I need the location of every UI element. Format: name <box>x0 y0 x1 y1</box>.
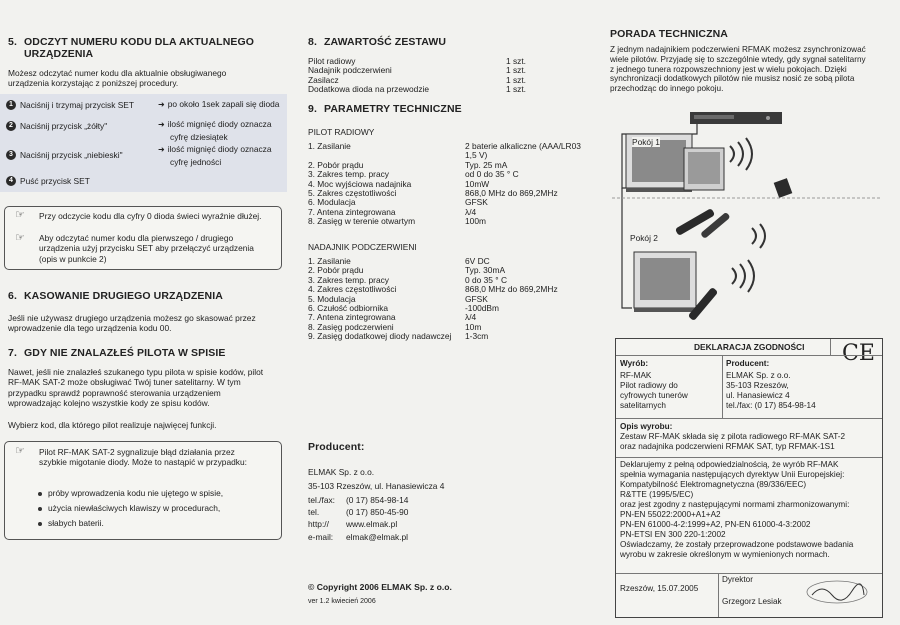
step-result-line: cyfrę jedności <box>170 157 222 167</box>
spec-key: 4. Moc wyjściowa nadajnika <box>308 178 412 189</box>
declaration-line: PN-EN 61000-4-2:1999+A2, PN-EN 61000-4-3:2002 <box>620 520 811 529</box>
declaration-line: Kompatybilność Elektromagnetyczna (89/336/EEC) <box>620 480 807 489</box>
section-9-title: PARAMETRY TECHNICZNE <box>324 103 462 115</box>
spec-value: 1,5 V) <box>465 150 488 161</box>
section-5-title-line2: URZĄDZENIA <box>24 48 94 60</box>
step-number-badge: 3 <box>6 150 16 160</box>
spec-value: 0 do 35 ° C <box>465 274 507 285</box>
section-7-heading <box>8 347 225 359</box>
spec-value: 10mW <box>465 178 490 189</box>
spec-key: 5. Zakres częstotliwości <box>308 188 397 199</box>
tip-line: z jednego tunera rozpowszechniony jest w wielu pokojach. Dzięki <box>610 64 847 74</box>
section-5-title-line1: ODCZYT NUMERU KODU DLA AKTUALNEGO <box>24 36 255 48</box>
place-date: Rzeszów, 15.07.2005 <box>620 584 699 593</box>
bullet-dot-icon <box>38 522 42 526</box>
note-box-code <box>4 206 282 270</box>
kit-item-name: Zasilacz <box>308 74 339 85</box>
manufacturer-line: tel./fax: (0 17) 854-98-14 <box>726 401 816 410</box>
step-number-badge: 2 <box>6 121 16 131</box>
kit-item-name: Dodatkowa dioda na przewodzie <box>308 84 430 95</box>
copyright: © Copyright 2006 ELMAK Sp. z o.o. <box>308 582 452 592</box>
text-line: RF-MAK SAT-2 może obsługiwać Twój tuner satelitarny. W tym <box>8 377 241 388</box>
section-9-number: 9. <box>308 103 317 115</box>
product-line: satelitarnych <box>620 401 666 410</box>
spec-value: 868,0 MHz do 869,2MHz <box>465 284 558 295</box>
manufacturer-label: Producent: <box>726 359 770 368</box>
step-2-result <box>158 118 288 143</box>
bullet-item <box>38 518 104 528</box>
spec-value: 6V DC <box>465 256 490 266</box>
kit-contents-table <box>308 57 526 95</box>
spec-value: Typ. 30mA <box>465 265 506 276</box>
section-5-intro <box>8 68 226 89</box>
tip-line: przechodząc do innego pokoju. <box>610 84 724 94</box>
declaration-line: R&TTE (1995/5/EC) <box>620 490 694 499</box>
section-6-text <box>8 313 256 334</box>
tip-text <box>610 45 898 94</box>
text-line: wprowadzenie dla tego urządzenia kodu 00. <box>8 323 172 334</box>
declaration-title: DEKLARACJA ZGODNOŚCI <box>694 342 805 352</box>
spec-key: 9. Zasięg dodatkowej diody nadawczej <box>308 331 452 342</box>
spec-value: od 0 do 35 ° C <box>465 169 519 180</box>
step-result-line: cyfrę dziesiątek <box>170 132 228 142</box>
pointing-hand-icon: ☞ <box>15 445 25 457</box>
producer-address: 35-103 Rzeszów, ul. Hanasiewicza 4 <box>308 481 445 491</box>
website-link[interactable]: www.elmak.pl <box>346 519 398 530</box>
email-link[interactable]: elmak@elmak.pl <box>346 531 409 542</box>
bullet-text: próby wprowadzenia kodu nie ujętego w spisie, <box>48 488 224 498</box>
declaration-divider <box>616 457 882 458</box>
pilot-specs-header: PILOT RADIOWY <box>308 127 375 137</box>
kit-item-name: Nadajnik podczerwieni <box>308 65 392 76</box>
spec-value: 1-3cm <box>465 331 489 342</box>
step-text: Naciśnij i trzymaj przycisk SET <box>20 99 135 110</box>
contact-key: e-mail: <box>308 531 334 542</box>
spec-value: λ/4 <box>465 206 477 217</box>
pointing-hand-icon: ☞ <box>15 232 25 244</box>
intro-line: urządzenia korzystając z poniższej procedury. <box>8 78 179 89</box>
section-5-heading <box>8 36 254 60</box>
tv-small-icon <box>684 148 724 190</box>
text-line: Jeśli nie używasz drugiego urządzenia możesz go skasować przez <box>8 313 256 323</box>
text-line: Nawet, jeśli nie znalazłeś szukanego typu pilota w spisie kodów, pilot <box>8 367 264 377</box>
step-2 <box>6 120 107 131</box>
text-line: wprowadzając kolejno wszystkie kody ze spisu kodów. <box>8 398 210 409</box>
kit-row <box>308 85 526 94</box>
spec-key: 1. Zasilanie <box>308 256 351 266</box>
spec-key: 1. Zasilanie <box>308 141 351 151</box>
step-result-line: ilość mignięć diody oznacza <box>167 119 272 129</box>
step-3 <box>6 149 123 160</box>
manufacturer-line: ul. Hanasiewicz 4 <box>726 391 790 400</box>
text-line: przypadku sprawdź poprawność sterowania urządzeniem <box>8 387 221 398</box>
tv-room-2-icon <box>634 252 696 312</box>
step-text: Naciśnij przycisk „żółty" <box>20 120 108 131</box>
spec-value: 868,0 MHz do 869,2MHz <box>465 188 558 199</box>
spec-key: 5. Modulacja <box>308 293 356 304</box>
declaration-line: wyrobu w zakresie określonym w wymienionych normach. <box>620 550 830 559</box>
spec-key: 2. Pobór prądu <box>308 159 364 170</box>
product-line: Pilot radiowy do <box>620 381 678 390</box>
section-7-choose-code: Wybierz kod, dla którego pilot realizuje najwięcej funkcji. <box>8 420 217 430</box>
step-1 <box>6 99 134 110</box>
note-zero-digit: Przy odczycie kodu dla cyfry 0 dioda świeci wyraźnie dłużej. <box>39 211 262 221</box>
note-line: Aby odczytać numer kodu dla pierwszego / drugiego <box>39 233 234 243</box>
note-error-text <box>39 447 247 468</box>
tip-line: wiele pilotów. Przyjadę się to szczególnie wtedy, gdy sygnał satelitarny <box>610 54 866 64</box>
section-6-title: KASOWANIE DRUGIEGO URZĄDZENIA <box>24 290 223 302</box>
bullet-item <box>38 488 223 498</box>
producer-heading: Producent: <box>308 441 365 453</box>
spec-key: 2. Pobór prądu <box>308 265 364 276</box>
manufacturer-line: ELMAK Sp. z o.o. <box>726 371 791 380</box>
director-label: Dyrektor <box>722 575 753 584</box>
spec-key: 8. Zasięg podczerwieni <box>308 321 394 332</box>
spec-value: 10m <box>465 321 482 332</box>
contact-key: http:// <box>308 519 329 530</box>
section-6-number: 6. <box>8 290 17 302</box>
cable-line <box>622 188 632 308</box>
declaration-divider <box>616 418 882 419</box>
section-8-title: ZAWARTOŚĆ ZESTAWU <box>324 36 447 48</box>
producer-contacts-table <box>308 494 408 543</box>
contact-key: tel./fax: <box>308 495 335 505</box>
spec-key: 6. Czułość odbiornika <box>308 303 389 314</box>
contact-value: (0 17) 854-98-14 <box>346 495 409 505</box>
spec-key: 8. Zasięg w terenie otwartym <box>308 216 416 227</box>
declaration-body <box>620 460 853 560</box>
bullet-text: słabych baterii. <box>48 518 104 528</box>
section-8-number: 8. <box>308 36 317 48</box>
intro-line: Możesz odczytać numer kodu dla aktualnie obsługiwanego <box>8 68 227 78</box>
tip-heading: PORADA TECHNICZNA <box>610 28 728 40</box>
note-line: Pilot RF-MAK SAT-2 sygnalizuje błąd działania przez <box>39 447 235 457</box>
kit-item-qty: 1 szt. <box>505 65 526 76</box>
step-text: Naciśnij przycisk „niebieski" <box>20 149 123 160</box>
spec-key: 4. Zakres częstotliwości <box>308 284 397 295</box>
declaration-divider <box>722 355 723 418</box>
note-line: szybkie migotanie diody. Może to nastąpić w przypadku: <box>39 457 247 468</box>
bullet-dot-icon <box>38 507 42 511</box>
satellite-receiver-icon <box>690 112 782 124</box>
step-3-result <box>158 143 288 168</box>
column-middle <box>300 0 600 625</box>
declaration-line: PN-EN 55022:2000+A1+A2 <box>620 510 721 519</box>
step-1-result <box>158 98 288 111</box>
kit-row <box>308 66 526 75</box>
declaration-line: oraz jest zgodny z następującymi normami zharmonizowanymi: <box>620 500 850 509</box>
spec-key: 3. Zakres temp. pracy <box>308 274 389 285</box>
signature-stamp-icon <box>802 577 872 607</box>
section-7-number: 7. <box>8 347 17 359</box>
note-second-device <box>39 233 254 264</box>
contact-key: tel. <box>308 507 320 518</box>
spec-value: GFSK <box>465 293 488 304</box>
tip-line: synchronizacji dodatkowych pilotów nie musisz nosić ze sobą pilota <box>610 74 855 84</box>
spec-key: 7. Antena zintegrowana <box>308 206 396 217</box>
spec-value: -100dBm <box>465 303 499 314</box>
kit-item-name: Pilot radiowy <box>308 56 356 66</box>
pointing-hand-icon: ☞ <box>15 209 25 221</box>
version: ver 1.2 kwiecień 2006 <box>308 598 376 605</box>
steps-box <box>0 94 287 192</box>
declaration-line: Deklarujemy z pełną odpowiedzialnością, że wyrób RF-MAK <box>620 460 839 469</box>
room-2-label: Pokój 2 <box>630 233 658 243</box>
bullet-text: użycia niewłaściwych klawiszy w procedurach, <box>48 503 221 513</box>
arrow-right-icon: ➜ <box>158 100 165 109</box>
product-text <box>620 371 688 411</box>
signal-waves-icon <box>730 138 765 292</box>
kit-item-qty: 1 szt. <box>505 84 526 95</box>
description-line: Zestaw RF-MAK składa się z pilota radiowego RF-MAK SAT-2 <box>620 432 846 441</box>
spec-value: λ/4 <box>465 312 477 323</box>
description-label: Opis wyrobu: <box>620 422 673 431</box>
transmitter-specs-table <box>308 257 558 342</box>
declaration-line: PN-ETSI EN 300 220-1:2002 <box>620 530 726 539</box>
product-line: cyfrowych tunerów <box>620 391 688 400</box>
note-line: (opis w punkcie 2) <box>39 253 107 264</box>
declaration-line: Oświadczamy, że zostały przeprowadzone podstawowe badania <box>620 540 854 549</box>
step-result-line: ilość mignięć diody oznacza <box>167 144 272 154</box>
step-text: Puść przycisk SET <box>20 175 90 186</box>
declaration-divider <box>616 573 882 574</box>
arrow-right-icon: ➜ <box>158 120 165 129</box>
section-6-heading <box>8 290 223 302</box>
description-line: oraz nadajnika podczerwieni RFMAK SAT, typ RFMAK-1S1 <box>620 442 835 451</box>
contact-value: (0 17) 850-45-90 <box>346 507 409 518</box>
section-8-heading <box>308 36 446 48</box>
declaration-divider <box>830 339 831 355</box>
spec-key: 6. Modulacja <box>308 197 356 208</box>
arrow-right-icon: ➜ <box>158 145 165 154</box>
spec-key: 7. Antena zintegrowana <box>308 312 396 323</box>
transmitter-specs-header: NADAJNIK PODCZERWIENI <box>308 242 417 252</box>
pilot-specs-table <box>308 142 581 227</box>
room-1-label: Pokój 1 <box>632 137 660 147</box>
producer-company: ELMAK Sp. z o.o. <box>308 467 375 477</box>
spec-value: Typ. 25 mA <box>465 159 508 170</box>
spec-value: GFSK <box>465 197 488 208</box>
manufacturer-line: 35-103 Rzeszów, <box>726 381 789 390</box>
declaration-box <box>615 338 883 618</box>
note-line: urządzenia użyj przycisku SET aby przełączyć urządzenia <box>39 243 254 254</box>
declaration-divider <box>616 355 882 356</box>
kit-item-qty: 1 szt. <box>505 56 526 66</box>
product-line: RF-MAK <box>620 371 652 380</box>
section-7-paragraph <box>8 367 284 409</box>
spec-value: 100m <box>465 216 486 227</box>
declaration-line: spełnia wymagania następujących dyrektyw Unii Europejskiej: <box>620 470 845 479</box>
step-result-line: po około 1sek zapali się dioda <box>167 99 280 109</box>
section-9-heading <box>308 103 462 115</box>
ir-transmitter-icon <box>774 178 793 198</box>
product-label: Wyrób: <box>620 359 649 368</box>
tip-line: Z jednym nadajnikiem podczerwieni RFMAK możesz zsynchronizować <box>610 45 866 54</box>
step-number-badge: 1 <box>6 100 16 110</box>
director-name: Grzegorz Lesiak <box>722 597 782 606</box>
section-7-title: GDY NIE ZNALAZŁEŚ PILOTA W SPISIE <box>24 347 226 359</box>
spec-key: 3. Zakres temp. pracy <box>308 169 389 180</box>
bullet-dot-icon <box>38 492 42 496</box>
manufacturer-text <box>726 371 816 411</box>
bullet-item <box>38 503 220 513</box>
spec-value: 2 baterie alkaliczne (AAA/LR03 <box>465 141 581 151</box>
kit-item-qty: 1 szt. <box>505 74 526 85</box>
declaration-divider <box>718 573 719 617</box>
ce-mark-icon: CE <box>842 341 875 366</box>
step-4 <box>6 175 90 186</box>
column-left <box>0 0 295 625</box>
step-number-badge: 4 <box>6 176 16 186</box>
description-text <box>620 432 845 452</box>
section-5-number: 5. <box>8 36 17 48</box>
